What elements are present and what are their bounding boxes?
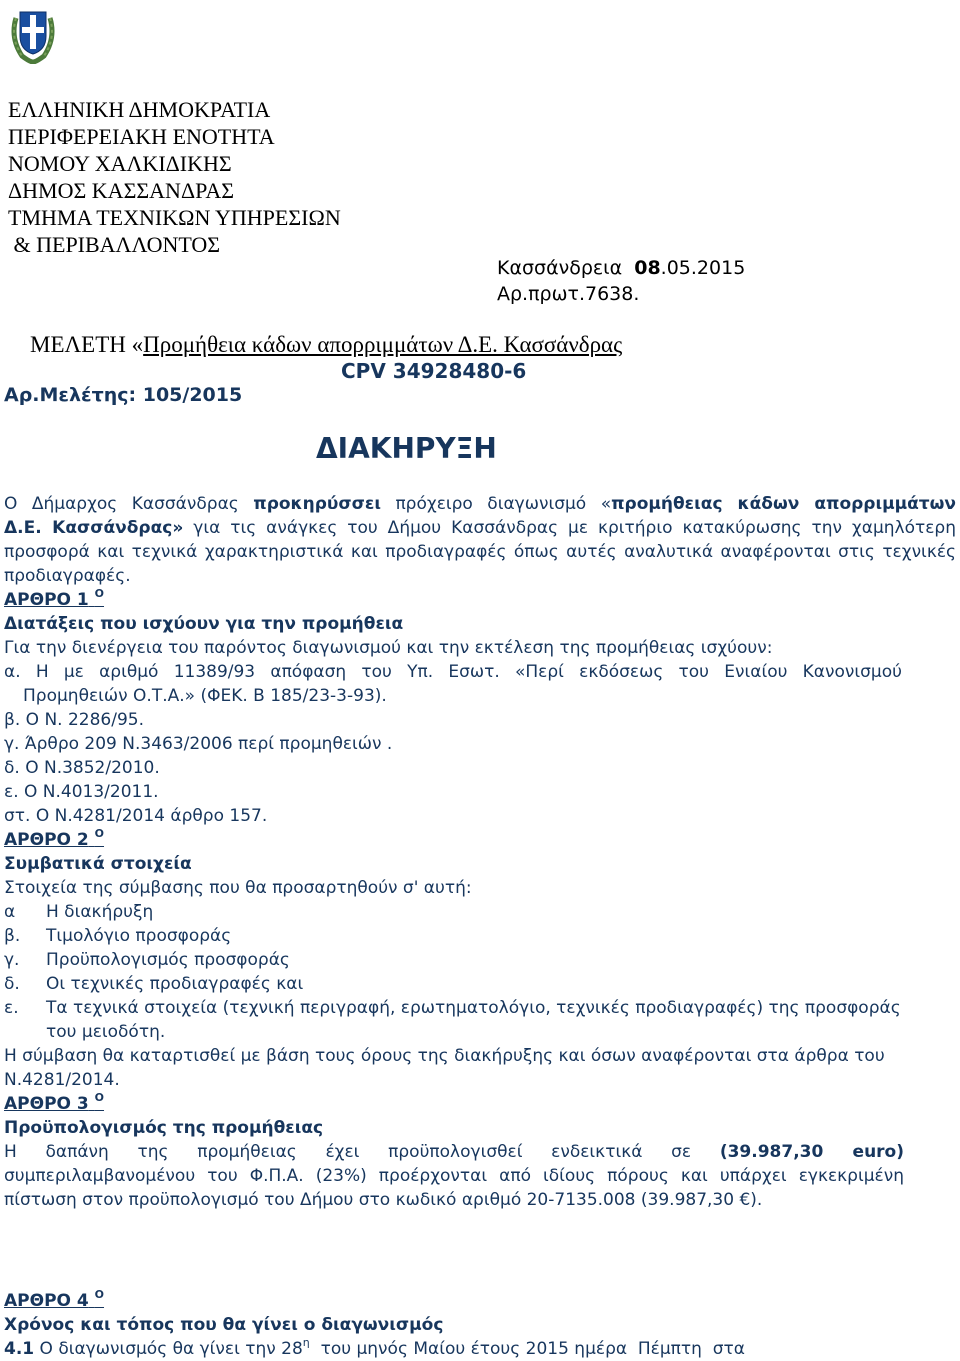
article-4-text-b: του μηνός Μαίου έτους 2015 ημέρα Πέμπτη στα bbox=[309, 1339, 745, 1359]
list-item-text: Τιμολόγιο προσφοράς bbox=[46, 926, 232, 946]
cpv-code: CPV 34928480-6 bbox=[341, 359, 527, 383]
article-1-heading bbox=[4, 588, 104, 612]
budget-amount: (39.987,30 euro) bbox=[719, 1142, 905, 1162]
list-item: γ. Άρθρο 209 Ν.3463/2006 περί προμηθειών . bbox=[4, 734, 393, 754]
article-1-title: Διατάξεις που ισχύουν για την προμήθεια bbox=[4, 614, 404, 634]
clause-number: 4.1 bbox=[4, 1339, 35, 1359]
protocol-number: Αρ.πρωτ.7638. bbox=[497, 283, 640, 305]
date-day: 08 bbox=[634, 257, 661, 279]
article-3-heading bbox=[4, 1092, 104, 1116]
intro-2a: Δ.Ε. Κασσάνδρας» bbox=[4, 518, 184, 538]
header-line-1: ΕΛΛΗΝΙΚΗ ΔΗΜΟΚΡΑΤΙΑ bbox=[8, 97, 271, 122]
intro-line-3: προσφορά και τεχνικά χαρακτηριστικά και προδιαγραφές όπως αυτές αναλυτικά αναφέρονται στις τεχνικές bbox=[4, 542, 956, 562]
article-3-line-1 bbox=[4, 1140, 904, 1164]
header-line-4: ΔΗΜΟΣ ΚΑΣΣΑΝΔΡΑΣ bbox=[8, 178, 235, 203]
intro-1d: προμήθειας κάδων απορριμμάτων bbox=[611, 494, 956, 514]
list-item bbox=[4, 972, 303, 996]
list-item-continuation: του μειοδότη. bbox=[46, 1022, 166, 1042]
list-marker: ε. bbox=[4, 998, 19, 1018]
intro-2b: για τις ανάγκες του Δήμου Κασσάνδρας με κριτήριο κατακύρωσης την χαμηλότερη bbox=[183, 518, 956, 538]
intro-line-4: προδιαγραφές. bbox=[4, 566, 131, 586]
list-item: δ. Ο Ν.3852/2010. bbox=[4, 758, 160, 778]
article-3-line-3: πίστωση στον προϋπολογισμό του Δήμου στο κωδικό αριθμό 20-7135.008 (39.987,30 €). bbox=[4, 1190, 763, 1210]
article-2-label: ΑΡΘΡΟ 2 bbox=[4, 830, 89, 850]
intro-line-2 bbox=[4, 516, 956, 540]
header-line-3: ΝΟΜΟΥ ΧΑΛΚΙΔΙΚΗΣ bbox=[8, 151, 232, 176]
intro-1c: πρόχειρο διαγωνισμό « bbox=[380, 494, 612, 514]
intro-1b: προκηρύσσει bbox=[253, 494, 381, 514]
list-item: ε. Ο Ν.4013/2011. bbox=[4, 782, 159, 802]
header-line-5: ΤΜΗΜΑ ΤΕΧΝΙΚΩΝ ΥΠΗΡΕΣΙΩΝ bbox=[8, 205, 341, 230]
article-2-closing-1: Η σύμβαση θα καταρτισθεί με βάση τους όρους της διακήρυξης και όσων αναφέρονται στα άρθρα του bbox=[4, 1046, 885, 1066]
list-item-text: Τα τεχνικά στοιχεία (τεχνική περιγραφή, ερωτηματολόγιο, τεχνικές προδιαγραφές) της προσφοράς bbox=[46, 998, 901, 1018]
intro-line-1 bbox=[4, 492, 956, 516]
list-item bbox=[4, 948, 290, 972]
article-1-intro: Για την διενέργεια του παρόντος διαγωνισμού και την εκτέλεση της προμήθειας ισχύουν: bbox=[4, 638, 773, 658]
greek-coat-of-arms-icon bbox=[8, 4, 58, 64]
article-2-intro: Στοιχεία της σύμβασης που θα προσαρτηθούν σ' αυτή: bbox=[4, 878, 472, 898]
header-line-6: & ΠΕΡΙΒΑΛΛΟΝΤΟΣ bbox=[8, 232, 221, 257]
article-4-text-sup: η bbox=[302, 1336, 310, 1349]
article-3-line-2: συμπεριλαμβανομένου του Φ.Π.Α. (23%) προέρχονται από ιδίους πόρους και υπάρχει εγκεκριμένη bbox=[4, 1166, 904, 1186]
place-name: Κασσάνδρεια bbox=[497, 257, 623, 279]
article-2-sup: Ο bbox=[94, 827, 105, 840]
article-4-sup: Ο bbox=[94, 1288, 105, 1301]
article-2-title: Συμβατικά στοιχεία bbox=[4, 854, 192, 874]
date-rest: .05.2015 bbox=[660, 257, 746, 279]
list-marker: β. bbox=[4, 926, 21, 946]
list-item bbox=[4, 924, 231, 948]
article-4-title: Χρόνος και τόπος που θα γίνει ο διαγωνισμός bbox=[4, 1315, 444, 1335]
list-item-text: Οι τεχνικές προδιαγραφές και bbox=[46, 974, 304, 994]
list-item-text: Η διακήρυξη bbox=[46, 902, 154, 922]
study-prefix: ΜΕΛΕΤΗ « bbox=[30, 332, 144, 357]
article-3-title: Προϋπολογισμός της προμήθειας bbox=[4, 1118, 324, 1138]
article-1-label: ΑΡΘΡΟ 1 bbox=[4, 590, 89, 610]
list-item: στ. Ο Ν.4281/2014 άρθρο 157. bbox=[4, 806, 268, 826]
study-title-text: Προμήθεια κάδων απορριμμάτων Δ.Ε. Κασσάνδρας bbox=[143, 332, 623, 357]
article-3-sup: Ο bbox=[94, 1091, 105, 1104]
article-2-closing-2: Ν.4281/2014. bbox=[4, 1070, 120, 1090]
intro-1a: Ο Δήμαρχος Κασσάνδρας bbox=[4, 494, 254, 514]
article-4-label: ΑΡΘΡΟ 4 bbox=[4, 1291, 89, 1311]
list-marker: α bbox=[4, 902, 16, 922]
list-item: Προμηθειών Ο.Τ.Α.» (ΦΕΚ. Β 185/23-3-93). bbox=[23, 686, 387, 706]
list-item bbox=[4, 996, 901, 1020]
list-item bbox=[4, 900, 153, 924]
article-2-heading bbox=[4, 828, 104, 852]
article-1-sup: Ο bbox=[94, 587, 105, 600]
list-item-text: Προϋπολογισμός προσφοράς bbox=[46, 950, 290, 970]
article-3-label: ΑΡΘΡΟ 3 bbox=[4, 1094, 89, 1114]
list-marker: δ. bbox=[4, 974, 20, 994]
page-title: ΔΙΑΚΗΡΥΞΗ bbox=[316, 432, 497, 465]
date-line bbox=[497, 256, 745, 280]
header-line-2: ΠΕΡΙΦΕΡΕΙΑΚΗ ΕΝΟΤΗΤΑ bbox=[8, 124, 275, 149]
list-marker: γ. bbox=[4, 950, 20, 970]
list-item: β. Ο Ν. 2286/95. bbox=[4, 710, 144, 730]
list-item: α. Η με αριθμό 11389/93 απόφαση του Υπ. Εσωτ. «Περί εκδόσεως του Ενιαίου Κανονισμού bbox=[4, 662, 902, 682]
article-4-text-a: Ο διαγωνισμός θα γίνει την 28 bbox=[34, 1339, 303, 1359]
article-4-heading bbox=[4, 1289, 104, 1313]
article-3-line-1a: Η δαπάνη της προμήθειας έχει προϋπολογισθεί ενδεικτικά σε bbox=[4, 1142, 692, 1162]
study-number: Αρ.Μελέτης: 105/2015 bbox=[4, 384, 243, 406]
article-4-line-1 bbox=[4, 1337, 745, 1361]
study-title bbox=[30, 331, 622, 359]
